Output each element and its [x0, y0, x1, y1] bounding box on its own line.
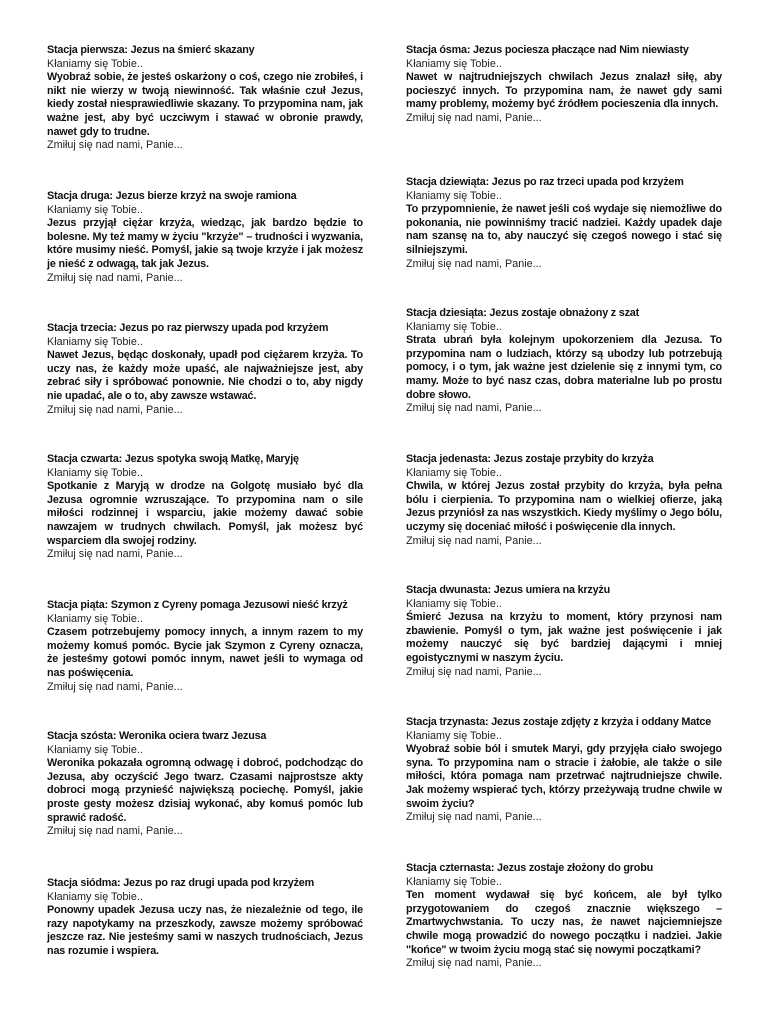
station-closing: Zmiłuj się nad nami, Panie...: [406, 811, 542, 824]
station-7: [47, 877, 363, 959]
station-closing: Zmiłuj się nad nami, Panie...: [47, 271, 183, 284]
station-title: Stacja druga: Jezus bierze krzyż na swoje ramiona: [47, 190, 297, 202]
station-11: [406, 453, 722, 548]
station-response: Kłaniamy się Tobie..: [47, 57, 143, 70]
station-reflection: Strata ubrań była kolejnym upokorzeniem dla Jezusa. To przypomina nam o ludziach, którzy są ubodzy lub potrzebują pomocy, i o tym, jak ważne jest dzielenie się z innymi tym, co mamy. Może to być nasz czas, dobra materialne lub po prostu dobre słowo.: [406, 334, 722, 401]
station-closing: Zmiłuj się nad nami, Panie...: [406, 402, 542, 415]
station-closing: Zmiłuj się nad nami, Panie...: [47, 139, 183, 152]
station-title: Stacja trzecia: Jezus po raz pierwszy upada pod krzyżem: [47, 322, 329, 334]
station-title: Stacja dwunasta: Jezus umiera na krzyżu: [406, 584, 611, 596]
station-13: [406, 716, 722, 825]
station-14: [406, 862, 722, 971]
station-title: Stacja ósma: Jezus pociesza płaczące nad Nim niewiasty: [406, 44, 689, 56]
station-response: Kłaniamy się Tobie..: [406, 57, 502, 70]
station-4: [47, 453, 363, 562]
station-response: Kłaniamy się Tobie..: [47, 203, 143, 216]
station-reflection: Wyobraź sobie, że jesteś oskarżony o coś, czego nie zrobiłeś, i nikt nie wierzy w twoją niewinność. Tak właśnie czuł Jezus, kiedy został niesprawiedliwie skazany. To przypomina nam, jak ważne jest, aby być uczciwym i stawać w obronie prawdy, nawet gdy to trudne.: [47, 71, 363, 138]
station-reflection: Wyobraź sobie ból i smutek Maryi, gdy przyjęła ciało swojego syna. To przypomina nam o stracie i żałobie, ale także o sile miłości, która pomaga nam przetrwać najtrudniejsze chwile. Jak możemy wspierać tych, którzy przeżywają trudne chwile w swoim życiu?: [406, 743, 722, 810]
station-response: Kłaniamy się Tobie..: [406, 466, 502, 479]
station-title: Stacja dziewiąta: Jezus po raz trzeci upada pod krzyżem: [406, 176, 684, 188]
station-reflection: Nawet Jezus, będąc doskonały, upadł pod ciężarem krzyża. To uczy nas, że każdy może upaść, ale najważniejsze jest, aby zebrać siły i spróbować ponownie. Nie chodzi o to, aby nigdy nie upadać, ale o to, aby zawsze wstawać.: [47, 349, 363, 402]
station-2: [47, 190, 363, 285]
station-6: [47, 730, 363, 839]
station-response: Kłaniamy się Tobie..: [47, 612, 143, 625]
station-title: Stacja pierwsza: Jezus na śmierć skazany: [47, 44, 255, 56]
station-closing: Zmiłuj się nad nami, Panie...: [47, 680, 183, 693]
station-reflection: Weronika pokazała ogromną odwagę i dobroć, podchodząc do Jezusa, aby oczyścić Jego twarz. Czasami najprostsze akty dobroci mogą przynieść największą pociechę. Pomyśl, jakie proste gesty możesz dzisiaj wykonać, aby komuś pomóc lub sprawić radość.: [47, 757, 363, 824]
station-title: Stacja trzynasta: Jezus zostaje zdjęty z krzyża i oddany Matce: [406, 716, 712, 728]
station-3: [47, 322, 363, 417]
station-closing: Zmiłuj się nad nami, Panie...: [47, 548, 183, 561]
station-title: Stacja piąta: Szymon z Cyreny pomaga Jezusowi nieść krzyż: [47, 599, 348, 611]
station-12: [406, 584, 722, 679]
station-closing: Zmiłuj się nad nami, Panie...: [406, 534, 542, 547]
station-response: Kłaniamy się Tobie..: [47, 743, 143, 756]
station-response: Kłaniamy się Tobie..: [406, 729, 502, 742]
station-reflection: Ten moment wydawał się być końcem, ale był tylko przygotowaniem do czegoś znacznie większego – Zmartwychwstania. To uczy nas, że nawet najciemniejsze chwile mogą prowadzić do nowego początku i nadziei. Jakie "końce" w twoim życiu mogą stać się nowymi początkami?: [406, 889, 722, 956]
station-8: [406, 44, 722, 126]
station-response: Kłaniamy się Tobie..: [406, 189, 502, 202]
station-title: Stacja jedenasta: Jezus zostaje przybity do krzyża: [406, 453, 654, 465]
station-title: Stacja siódma: Jezus po raz drugi upada pod krzyżem: [47, 877, 314, 889]
station-title: Stacja czternasta: Jezus zostaje złożony do grobu: [406, 862, 653, 874]
station-10: [406, 307, 722, 416]
station-title: Stacja czwarta: Jezus spotyka swoją Matkę, Maryję: [47, 453, 299, 465]
station-reflection: Chwila, w której Jezus został przybity do krzyża, była pełna bólu i cierpienia. To przypomina nam o wielkiej ofierze, jaką Jezus przyniósł za nas wszystkich. Kiedy myślimy o Jego bólu, uczymy się doceniać miłość i poświęcenie dla innych.: [406, 480, 722, 533]
station-reflection: Ponowny upadek Jezusa uczy nas, że niezależnie od tego, ile razy napotykamy na przeszkody, zawsze możemy spróbować jeszcze raz. Nie jesteśmy sami w naszych trudnościach, Jezus nas rozumie i wspiera.: [47, 904, 363, 957]
station-title: Stacja dziesiąta: Jezus zostaje obnażony z szat: [406, 307, 640, 319]
station-1: [47, 44, 363, 153]
station-5: [47, 599, 363, 694]
station-response: Kłaniamy się Tobie..: [47, 466, 143, 479]
station-response: Kłaniamy się Tobie..: [406, 597, 502, 610]
station-response: Kłaniamy się Tobie..: [47, 890, 143, 903]
station-reflection: Nawet w najtrudniejszych chwilach Jezus znalazł siłę, aby pocieszyć innych. To przypomina nam, że nawet gdy sami mamy problemy, możemy być źródłem pocieszenia dla innych.: [406, 71, 722, 111]
station-title: Stacja szósta: Weronika ociera twarz Jezusa: [47, 730, 267, 742]
station-reflection: Czasem potrzebujemy pomocy innych, a innym razem to my możemy komuś pomóc. Bycie jak Szymon z Cyreny oznacza, że jesteśmy gotowi pomóc innym, nawet jeśli to wymaga od nas poświęcenia.: [47, 626, 363, 679]
station-closing: Zmiłuj się nad nami, Panie...: [406, 111, 542, 124]
station-response: Kłaniamy się Tobie..: [406, 875, 502, 888]
station-closing: Zmiłuj się nad nami, Panie...: [47, 825, 183, 838]
station-closing: Zmiłuj się nad nami, Panie...: [406, 957, 542, 970]
station-reflection: Spotkanie z Maryją w drodze na Golgotę musiało być dla Jezusa ogromnie wzruszające. To przypomina nam o sile miłości rodzinnej i wsparciu, jakie możemy dawać sobie nawzajem w trudnych chwilach. Pomyśl, jak możesz być wsparciem dla swojej rodziny.: [47, 480, 363, 547]
station-response: Kłaniamy się Tobie..: [47, 335, 143, 348]
station-response: Kłaniamy się Tobie..: [406, 320, 502, 333]
station-reflection: Śmierć Jezusa na krzyżu to moment, który przynosi nam zbawienie. Pomyśl o tym, jak ważne jest poświęcenie i jak możemy nauczyć się być bardziej dającymi i mniej egoistycznymi w naszym życiu.: [406, 611, 722, 664]
station-reflection: Jezus przyjął ciężar krzyża, wiedząc, jak bardzo będzie to bolesne. My też mamy w życiu "krzyże" – trudności i wyzwania, które musimy nieść. Pomyśl, jakie są twoje krzyże i jak możesz je nieść z odwagą, tak jak Jezus.: [47, 217, 363, 270]
station-closing: Zmiłuj się nad nami, Panie...: [47, 403, 183, 416]
station-closing: Zmiłuj się nad nami, Panie...: [406, 257, 542, 270]
station-9: [406, 176, 722, 271]
station-closing: Zmiłuj się nad nami, Panie...: [406, 665, 542, 678]
station-reflection: To przypomnienie, że nawet jeśli coś wydaje się niemożliwe do pokonania, nie powinniśmy tracić nadziei. Każdy upadek daje nam szansę na to, aby nauczyć się czegoś nowego i stać się silniejszymi.: [406, 203, 722, 256]
